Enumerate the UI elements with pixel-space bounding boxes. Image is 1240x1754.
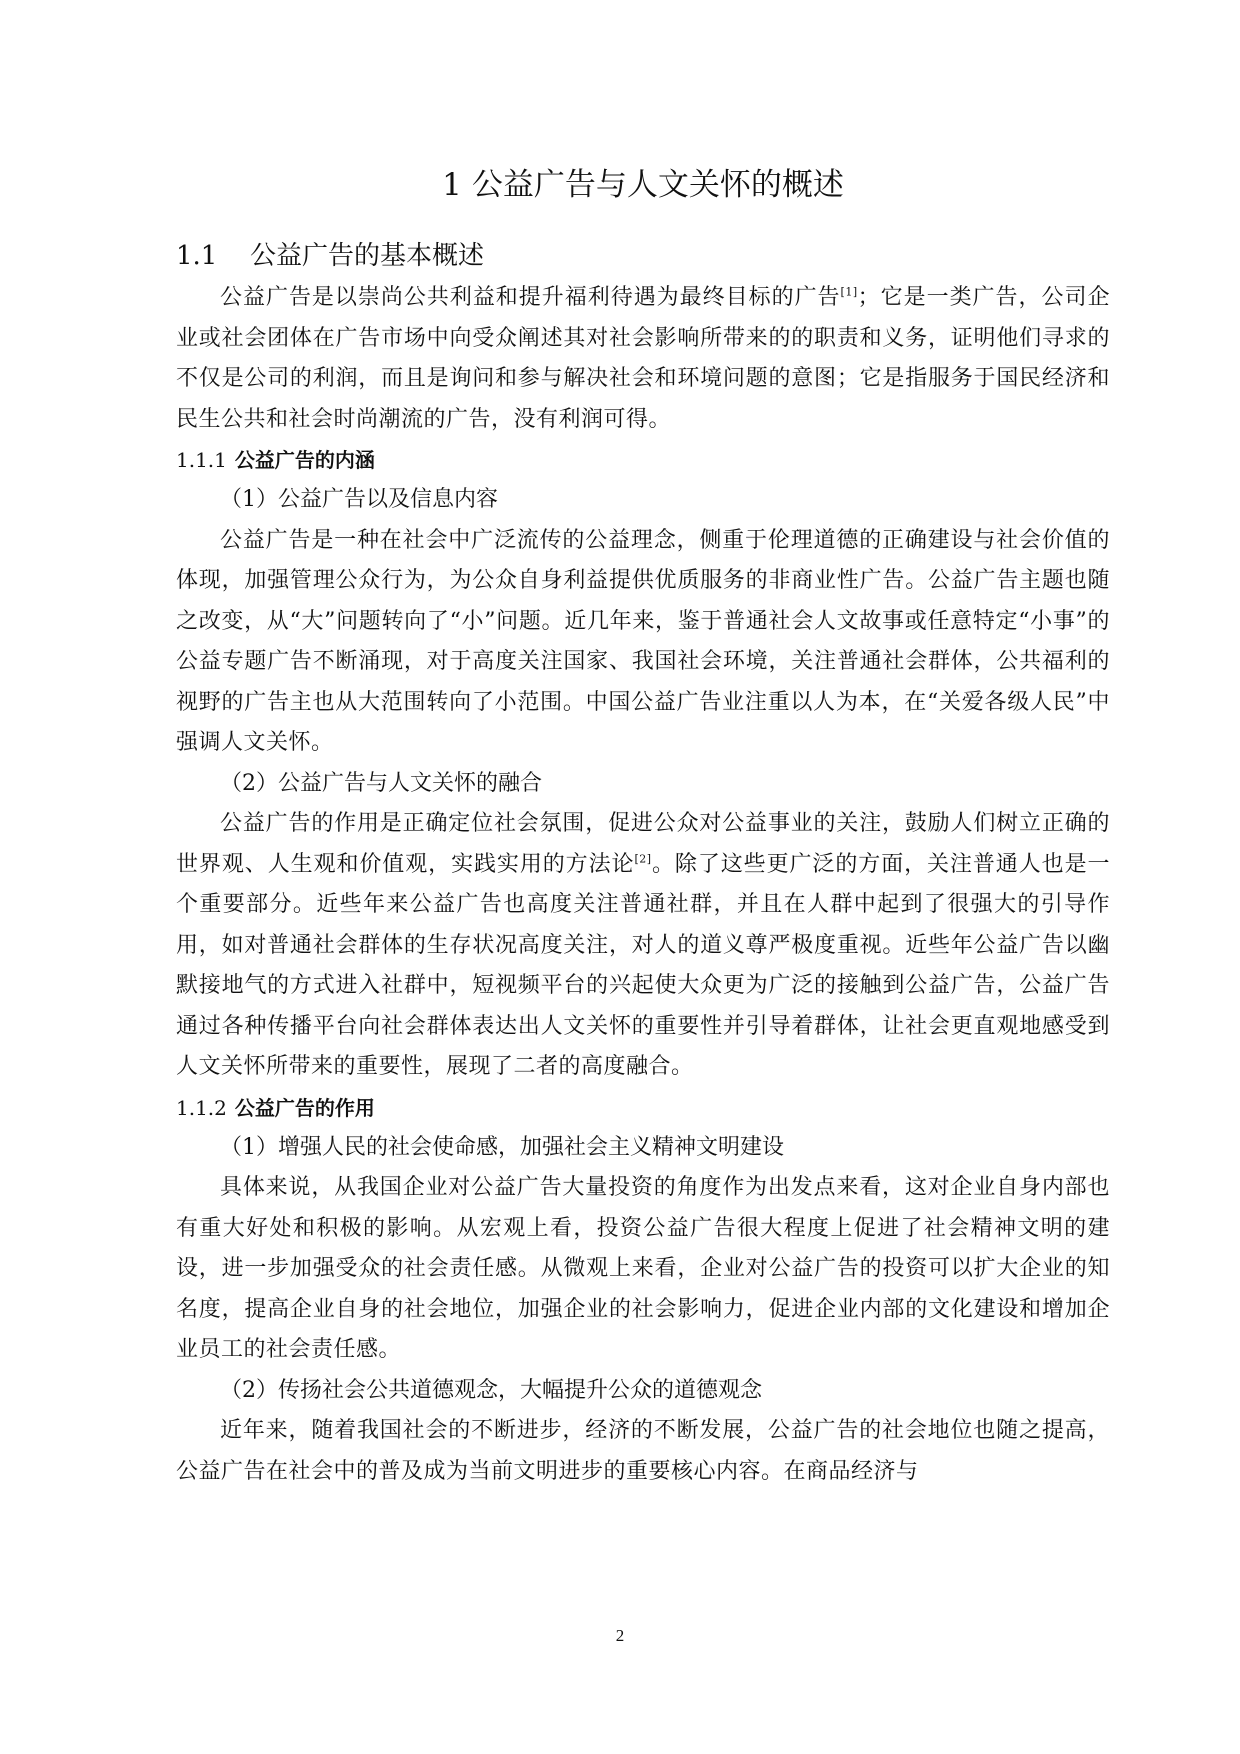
section-1-1-2-number: 1.1.2 [176, 1095, 227, 1120]
chapter-number: 1 [442, 167, 462, 203]
section-1-1-2-paragraph-2: 近年来，随着我国社会的不断进步，经济的不断发展，公益广告的社会地位也随之提高，公益广告在社会中的普及成为当前文明进步的重要核心内容。在商品经济与 [176, 1418, 1110, 1484]
citation-2: [2] [634, 852, 652, 866]
page-number: 2 [615, 1626, 625, 1645]
list-item-info-content: （1）公益广告以及信息内容 [220, 487, 498, 512]
section-1-1-heading [176, 234, 1110, 278]
chapter-title [176, 162, 1110, 208]
list-item-public-morality: （2）传扬社会公共道德观念，大幅提升公众的道德观念 [220, 1377, 762, 1403]
chapter-title-text: 公益广告与人文关怀的概述 [471, 167, 844, 203]
section-1-1-title: 公益广告的基本概述 [250, 241, 485, 271]
section-1-1-paragraph [176, 278, 1110, 440]
section-1-1-number: 1.1 [176, 241, 218, 271]
section-1-1-1-paragraph-1: 公益广告是一种在社会中广泛流传的公益理念，侧重于伦理道德的正确建设与社会价值的体现，加强管理公众行为，为公众自身利益提供优质服务的非商业性广告。公益广告主题也随之改变，从“大”问题转向了“小”问题。近几年来，鉴于普通社会人文故事或任意特定“小事”的公益专题广告不断涌现，对于高度关注国家、我国社会环境，关注普通社会群体，公共福利的视野的广告主也从大范围转向了小范围。中国公益广告业注重以人为本，在“关爱各级人民”中强调人文关怀。 [176, 527, 1110, 755]
list-item-fusion: （2）公益广告与人文关怀的融合 [220, 770, 542, 796]
citation-1: [1] [840, 285, 858, 299]
section-1-1-1-title: 公益广告的内涵 [234, 448, 375, 472]
section-1-1-2-title: 公益广告的作用 [234, 1095, 375, 1120]
section-1-1-1-heading [176, 440, 1110, 480]
list-item-social-mission: （1）增强人民的社会使命感，加强社会主义精神文明建设 [220, 1134, 784, 1160]
paragraph-text: 公益广告是以崇尚公共利益和提升福利待遇为最终目标的广告 [220, 285, 841, 310]
section-1-1-2-heading [176, 1088, 1110, 1128]
paragraph-text: 公益广告的作用是正确定位社会氛围，促进公众对公益事业的关注，鼓励人们树立正确的世界观、人生观和价值观，实践实用的方法论 [176, 811, 1110, 877]
section-1-1-1-paragraph-2 [176, 804, 1110, 1088]
page-content [176, 162, 1110, 1492]
paragraph-text: 。除了这些更广泛的方面，关注普通人也是一个重要部分。近些年来公益广告也高度关注普通社群，并且在人群中起到了很强大的引导作用，如对普通社会群体的生存状况高度关注，对人的道义尊严极度重视。近些年公益广告以幽默接地气的方式进入社群中，短视频平台的兴起使大众更为广泛的接触到公益广告，公益广告通过各种传播平台向社会群体表达出人文关怀的重要性并引导着群体，让社会更直观地感受到人文关怀所带来的重要性，展现了二者的高度融合。 [176, 851, 1110, 1079]
paragraph-text: ；它是一类广告，公司企业或社会团体在广告市场中向受众阐述其对社会影响所带来的的职责和义务，证明他们寻求的不仅是公司的利润，而且是询问和参与解决社会和环境问题的意图；它是指服务于国民经济和民生公共和社会时尚潮流的广告，没有利润可得。 [176, 285, 1110, 432]
section-1-1-2-paragraph-1: 具体来说，从我国企业对公益广告大量投资的角度作为出发点来看，这对企业自身内部也有重大好处和积极的影响。从宏观上看，投资公益广告很大程度上促进了社会精神文明的建设，进一步加强受众的社会责任感。从微观上来看，企业对公益广告的投资可以扩大企业的知名度，提高企业自身的社会地位，加强企业的社会影响力，促进企业内部的文化建设和增加企业员工的社会责任感。 [176, 1175, 1110, 1362]
section-1-1-1-number: 1.1.1 [176, 448, 227, 472]
